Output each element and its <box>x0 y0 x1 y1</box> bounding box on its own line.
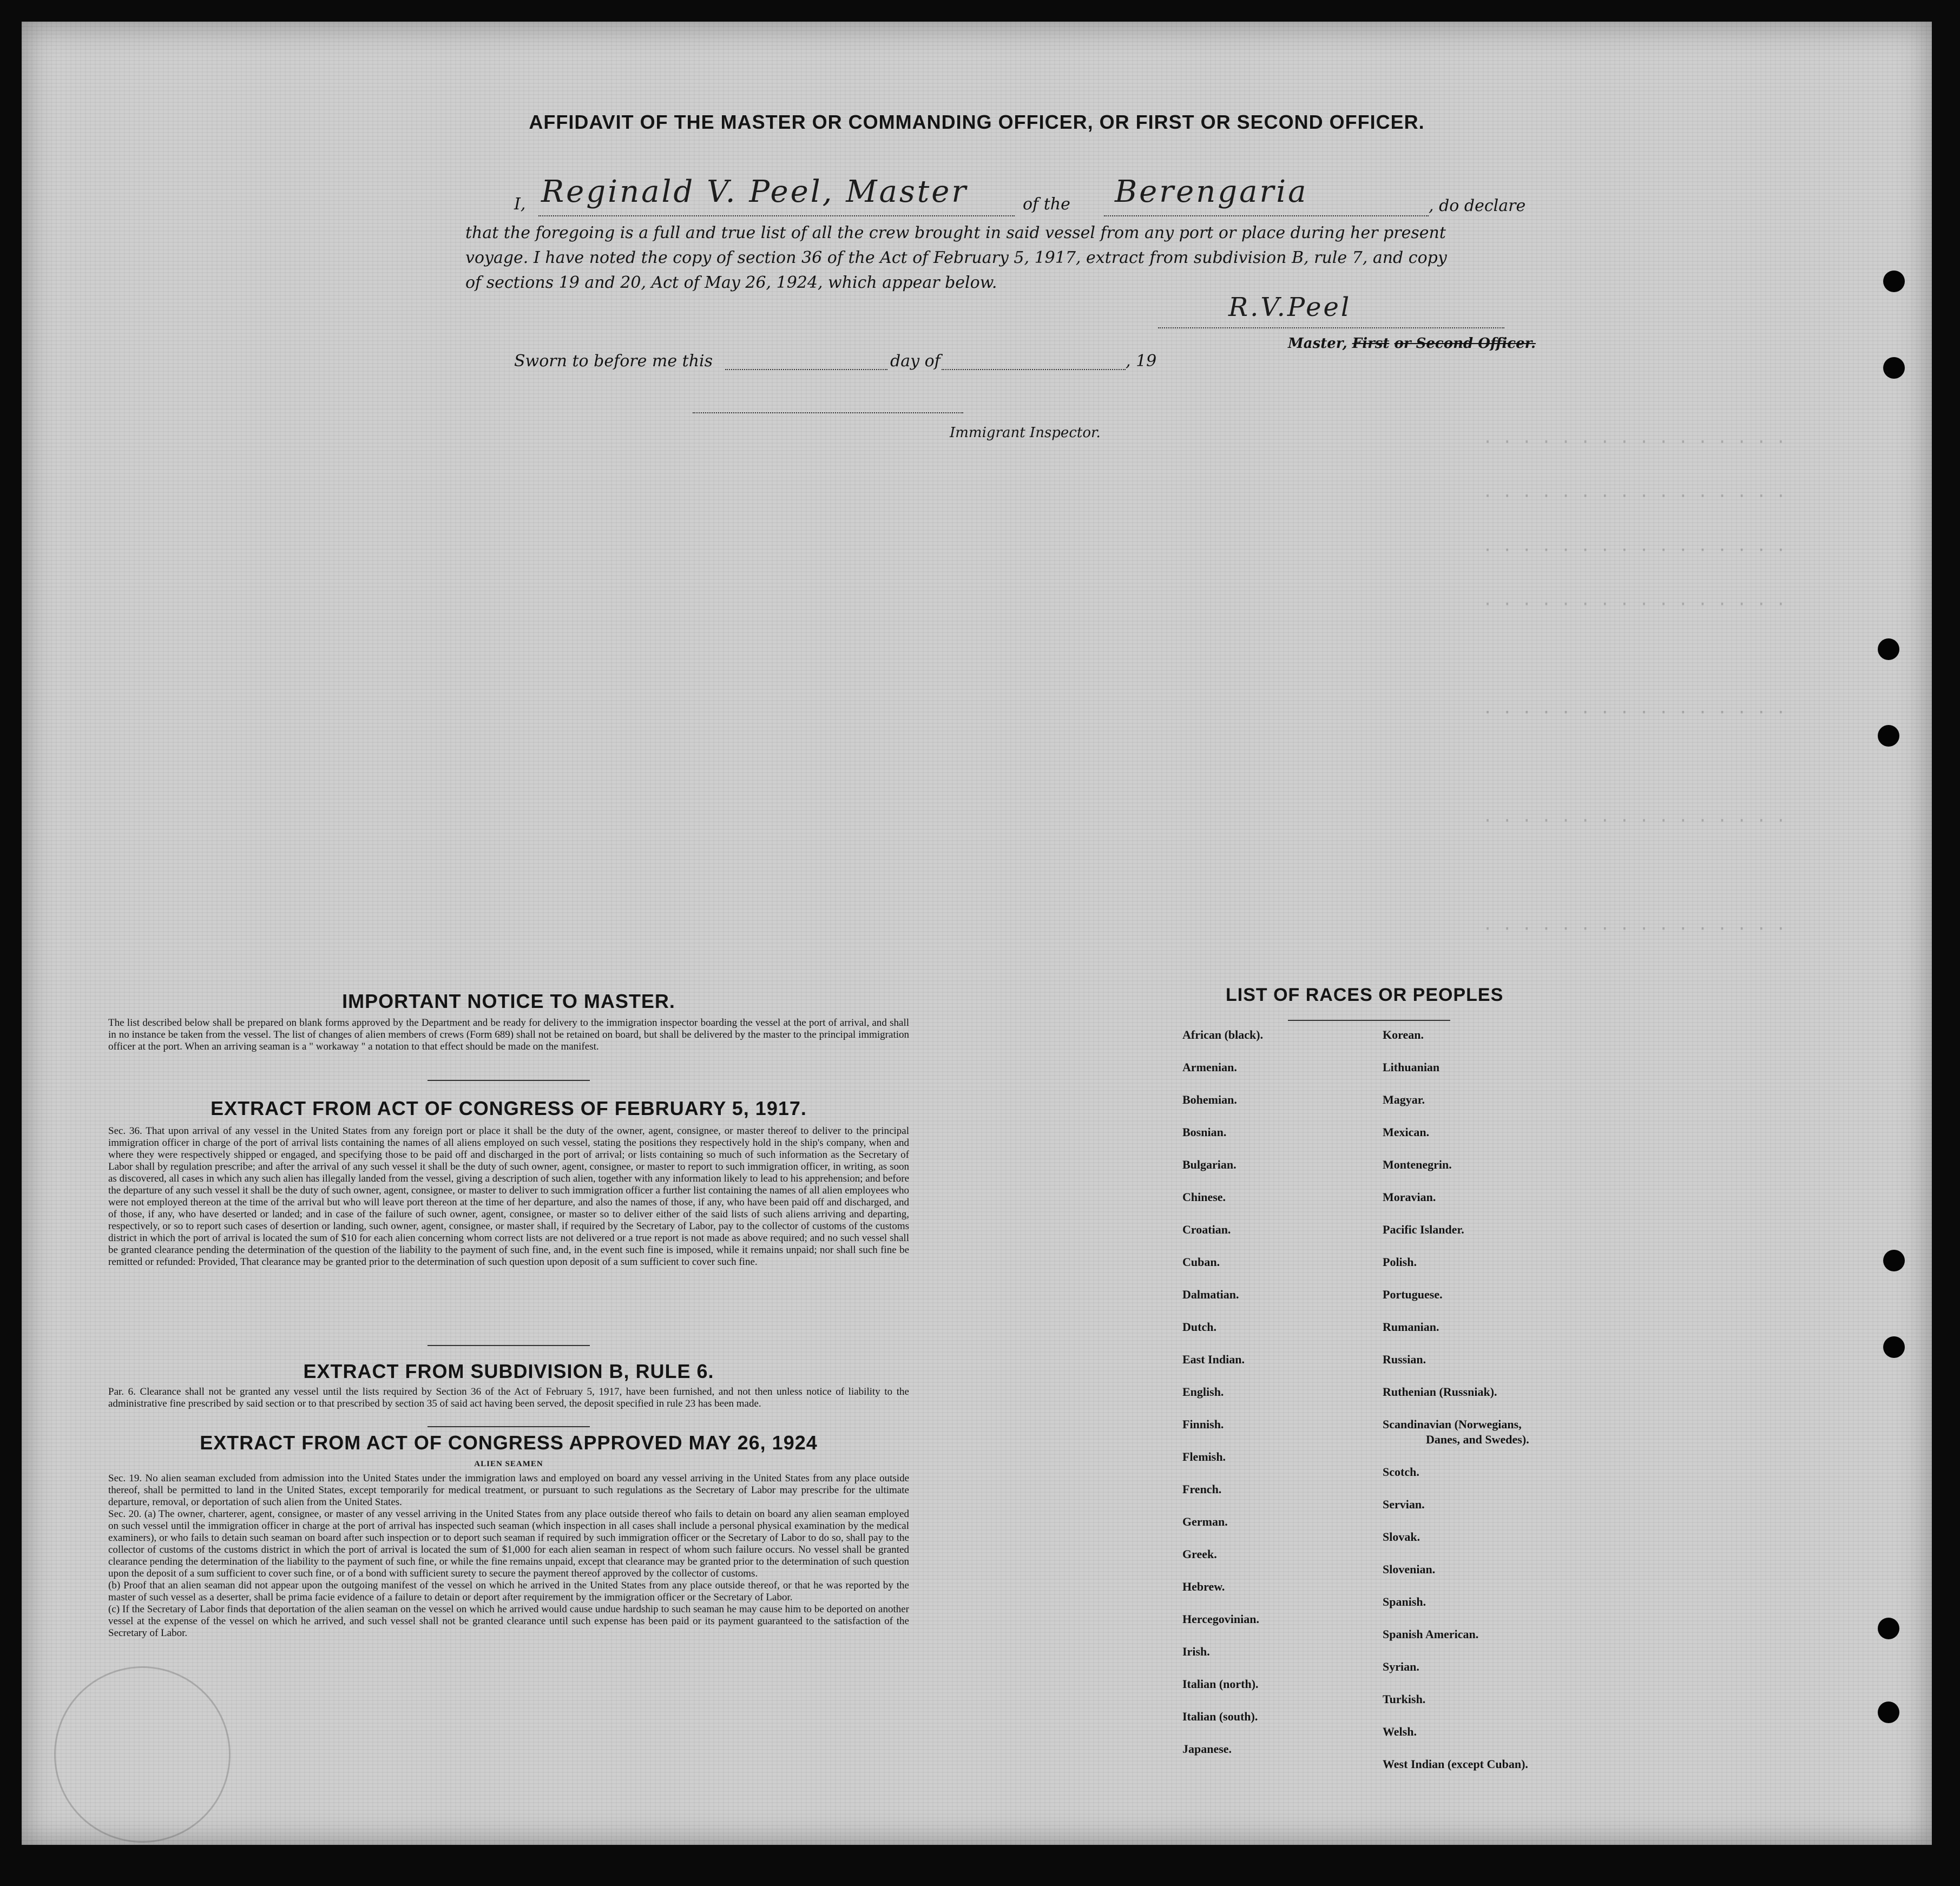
divider <box>427 1426 590 1427</box>
race-item: Ruthenian (Russniak). <box>1383 1385 1497 1399</box>
race-item: Dutch. <box>1182 1320 1216 1334</box>
binder-hole <box>1878 725 1899 747</box>
extract-1917-title: EXTRACT FROM ACT OF CONGRESS OF FEBRUARY 5, 1917. <box>211 1097 807 1119</box>
race-item: Cuban. <box>1182 1255 1220 1269</box>
race-item: Irish. <box>1182 1645 1210 1658</box>
race-item: Moravian. <box>1383 1190 1436 1204</box>
bleed-through-text: · · · · · · · · · · · · · · · · <box>1483 541 1786 560</box>
race-item: Italian (south). <box>1182 1710 1258 1723</box>
section-20b-text: (b) Proof that an alien seaman did not appear upon the outgoing manifest of the vessel on which he arrived in the United States from any place outside thereof, or that he was reported by the master of such vessel as a deserter, shall be prima facie evidence of a failure to detain or deport after requirement by the immigration officer or the Secretary of Labor. <box>108 1580 909 1603</box>
race-item: French. <box>1182 1482 1222 1496</box>
race-item: Pacific Islander. <box>1383 1223 1464 1236</box>
extract-1924-title: EXTRACT FROM ACT OF CONGRESS APPROVED MAY 26, 1924 <box>200 1432 818 1454</box>
race-item: Syrian. <box>1383 1660 1419 1673</box>
extract-1917-text: Sec. 36. That upon arrival of any vessel in the United States from any foreign port or place it shall be the duty of the owner, agent, consignee, or master thereof to deliver to the principal immigration officer in charge of the port of arrival lists containing the names of all aliens employed on such vessel, stating the positions they respectively hold in the ship's company, when and where they were respectively shipped or engaged, and specifying those to be paid off and discharged in the port of arrival; or lists containing so much of such information as the Secretary of Labor shall by regulation prescribe; and after the arrival of any such vessel it shall be the duty of such owner, agent, consignee, or master to report to such immigration officer, in writing, as soon as discovered, all cases in which any such alien has illegally landed from the vessel, giving a description of such alien, together with any information likely to lead to his apprehension; and before the departure of any such vessel it shall be the duty of such owner, agent, consignee, or master to deliver to such immigration officer a further list containing the names of all alien employees who were not employed thereon at the time of the arrival but who will leave port thereon at the time of her departure, and also the names of those, if any, who have been paid off and discharged, and of those, if any, who have deserted or landed; and in case of the failure of such owner, agent, consignee, or master so to deliver either of the said lists of such aliens arriving and departing, respectively, or so to report such cases of desertion or landing, such owner, agent, consignee, or master shall, if required by the Secretary of Labor, pay to the collector of customs of the customs district in which the port of arrival is located the sum of $10 for each alien concerning whom correct lists are not delivered or a true report is not made as above required; and no such vessel shall be granted clearance pending the determination of the question of the liability to the payment of such fine, and, in the event such fine is imposed, while it remains unpaid; nor shall such fine be remitted or refunded: Provided, That clearance may be granted prior to the determination of such question upon deposit of a sum sufficient to cover such fine. <box>108 1125 909 1268</box>
race-item: Chinese. <box>1182 1190 1226 1204</box>
divider <box>427 1345 590 1346</box>
faded-stamp <box>54 1666 231 1843</box>
section-20c-text: (c) If the Secretary of Labor finds that deportation of the alien seaman on the vessel on which he arrived would cause undue hardship to such seaman he may cause him to be deported on another vessel at the expense of the vessel on which he arrived, and such vessel shall not be granted clearance until such expense has been paid or its payment guaranteed to the satisfaction of the Secretary of Labor. <box>108 1604 909 1639</box>
bleed-through-text: · · · · · · · · · · · · · · · · <box>1483 487 1786 506</box>
affidavit-of-the: of the <box>1023 195 1070 214</box>
races-divider <box>1288 1020 1450 1021</box>
binder-hole <box>1883 271 1905 292</box>
subdivision-text: Par. 6. Clearance shall not be granted any vessel until the lists required by Section 36 of the Act of February 5, 1917, have been furnished, and not then unless notice of liability to the administrative fine prescribed by said section or to that prescribed by section 35 of said act having been served, the deposit specified in rule 23 has been made. <box>108 1386 909 1409</box>
section-19-text: Sec. 19. No alien seaman excluded from admission into the United States under the immigration laws and employed on board any vessel arriving in the United States from any place outside thereof, shall be permitted to land in the United States, except temporarily for medical treatment, or pursuant to such regulations as the Secretary of Labor may prescribe for the ultimate departure, removal, or deportation of such alien from the United States. <box>108 1473 909 1508</box>
race-item: Bosnian. <box>1182 1125 1227 1139</box>
race-item: Scotch. <box>1383 1465 1419 1479</box>
signature-line <box>1158 327 1504 328</box>
race-item: Lithuanian <box>1383 1060 1440 1074</box>
binder-hole <box>1883 1336 1905 1358</box>
inspector-signature-line <box>693 412 963 413</box>
race-item: East Indian. <box>1182 1353 1245 1366</box>
notice-title: IMPORTANT NOTICE TO MASTER. <box>342 990 675 1012</box>
race-item: Russian. <box>1383 1353 1426 1366</box>
sworn-label: Sworn to before me this <box>514 352 713 371</box>
year-prefix: , 19 <box>1126 352 1157 371</box>
race-item: African (black). <box>1182 1028 1264 1041</box>
extract-1924-body <box>108 1473 909 1639</box>
affidavit-line-4: of sections 19 and 20, Act of May 26, 1924, which appear below. <box>465 273 997 292</box>
race-item: Magyar. <box>1383 1093 1425 1106</box>
binder-hole <box>1883 357 1905 379</box>
race-item: Dalmatian. <box>1182 1288 1239 1301</box>
race-item: Korean. <box>1383 1028 1424 1041</box>
bleed-through-text: · · · · · · · · · · · · · · · · <box>1483 812 1786 830</box>
sworn-day-line <box>725 369 887 370</box>
bleed-through-text: · · · · · · · · · · · · · · · · <box>1483 703 1786 722</box>
divider <box>427 1080 590 1081</box>
race-item: West Indian (except Cuban). <box>1383 1757 1528 1771</box>
vessel-name-line <box>1104 215 1429 216</box>
binder-hole <box>1878 638 1899 660</box>
race-item: Portuguese. <box>1383 1288 1443 1301</box>
race-item: Scandinavian (Norwegians, <box>1383 1417 1522 1431</box>
signature-caption: Master, First or Second Officer. <box>1288 335 1536 352</box>
master-name-handwritten: Reginald V. Peel, Master <box>541 174 969 209</box>
bleed-through-text: · · · · · · · · · · · · · · · · <box>1483 595 1786 614</box>
day-of-label: day of <box>890 352 940 371</box>
binder-hole <box>1878 1618 1899 1639</box>
notice-text: The list described below shall be prepared on blank forms approved by the Department and be ready for delivery to the immigration inspector boarding the vessel at the port of arrival, and shall in no instance be taken from the vessel. The list of changes of alien members of crews (Form 689) shall not be retained on board, but shall be delivered by the master to the principal immigration officer at the port. When an arriving seaman is a " workaway " a notation to that effect should be made on the manifest. <box>108 1017 909 1052</box>
inspector-label: Immigrant Inspector. <box>950 425 1101 441</box>
officer-signature: R.V.Peel <box>1228 292 1352 322</box>
bleed-through-text: · · · · · · · · · · · · · · · · <box>1483 920 1786 939</box>
sworn-month-line <box>942 369 1126 370</box>
race-item: Bulgarian. <box>1182 1158 1236 1171</box>
race-item: Mexican. <box>1383 1125 1430 1139</box>
race-item: Spanish. <box>1383 1595 1426 1608</box>
race-item: Welsh. <box>1383 1725 1417 1738</box>
affidavit-i: I, <box>514 195 526 214</box>
section-20a-text: Sec. 20. (a) The owner, charterer, agent, consignee, or master of any vessel arriving in the United States from any place outside thereof who fails to detain on board any alien seaman employed on such vessel until the immigration officer in charge at the port of arrival has inspected such seaman (which inspection in all cases shall include a personal physical examination by the medical examiners), or who fails to detain such seaman on board after such inspection or to deport such seaman if required by such immigration officer or the Secretary of Labor to do so, shall pay to the collector of customs of the customs district in which the port of arrival is located the sum of $1,000 for each alien seaman in respect of whom such failure occurs. No vessel shall be granted clearance pending the determination of the liability to the payment of such fine, or while the fine remains unpaid, except that clearance may be granted prior to the determination of such question upon the deposit of a sum sufficient to cover such fine, or of a bond with sufficient surety to secure the payment thereof approved by the collector of customs. <box>108 1508 909 1579</box>
race-item: Polish. <box>1383 1255 1417 1269</box>
race-item: Rumanian. <box>1383 1320 1439 1334</box>
race-item: Hercegovinian. <box>1182 1612 1259 1626</box>
binder-hole <box>1878 1702 1899 1723</box>
race-item: Bohemian. <box>1182 1093 1237 1106</box>
document-page <box>22 22 1932 1845</box>
race-item: German. <box>1182 1515 1228 1528</box>
race-item: Spanish American. <box>1383 1627 1479 1641</box>
race-item: Greek. <box>1182 1547 1217 1561</box>
master-name-line <box>538 215 1015 216</box>
race-item: Flemish. <box>1182 1450 1226 1463</box>
affidavit-line-2: that the foregoing is a full and true list of all the crew brought in said vessel from any port or place during her present <box>465 223 1446 242</box>
race-item: Croatian. <box>1182 1223 1231 1236</box>
bleed-through-text: · · · · · · · · · · · · · · · · <box>1483 433 1786 452</box>
extract-1924-subtitle: ALIEN SEAMEN <box>474 1460 543 1468</box>
race-item: Slovak. <box>1383 1530 1420 1544</box>
race-item: English. <box>1182 1385 1224 1399</box>
race-item: Hebrew. <box>1182 1580 1225 1593</box>
races-title: LIST OF RACES OR PEOPLES <box>1226 985 1504 1005</box>
affidavit-do-declare: , do declare <box>1429 196 1526 215</box>
race-item: Italian (north). <box>1182 1677 1259 1691</box>
affidavit-title: AFFIDAVIT OF THE MASTER OR COMMANDING OFFICER, OR FIRST OR SECOND OFFICER. <box>529 111 1425 133</box>
race-item: Slovenian. <box>1383 1562 1436 1576</box>
race-item: Turkish. <box>1383 1692 1426 1706</box>
race-item: Montenegrin. <box>1383 1158 1452 1171</box>
race-item: Servian. <box>1383 1498 1425 1511</box>
vessel-name-handwritten: Berengaria <box>1115 174 1308 209</box>
race-item: Armenian. <box>1182 1060 1237 1074</box>
affidavit-line-3: voyage. I have noted the copy of section 36 of the Act of February 5, 1917, extract from subdivision B, rule 7, and copy <box>465 248 1447 267</box>
race-item: Finnish. <box>1182 1417 1224 1431</box>
race-item: Japanese. <box>1182 1742 1232 1756</box>
subdivision-title: EXTRACT FROM SUBDIVISION B, RULE 6. <box>303 1360 714 1382</box>
race-item: Danes, and Swedes). <box>1426 1433 1529 1446</box>
binder-hole <box>1883 1250 1905 1271</box>
